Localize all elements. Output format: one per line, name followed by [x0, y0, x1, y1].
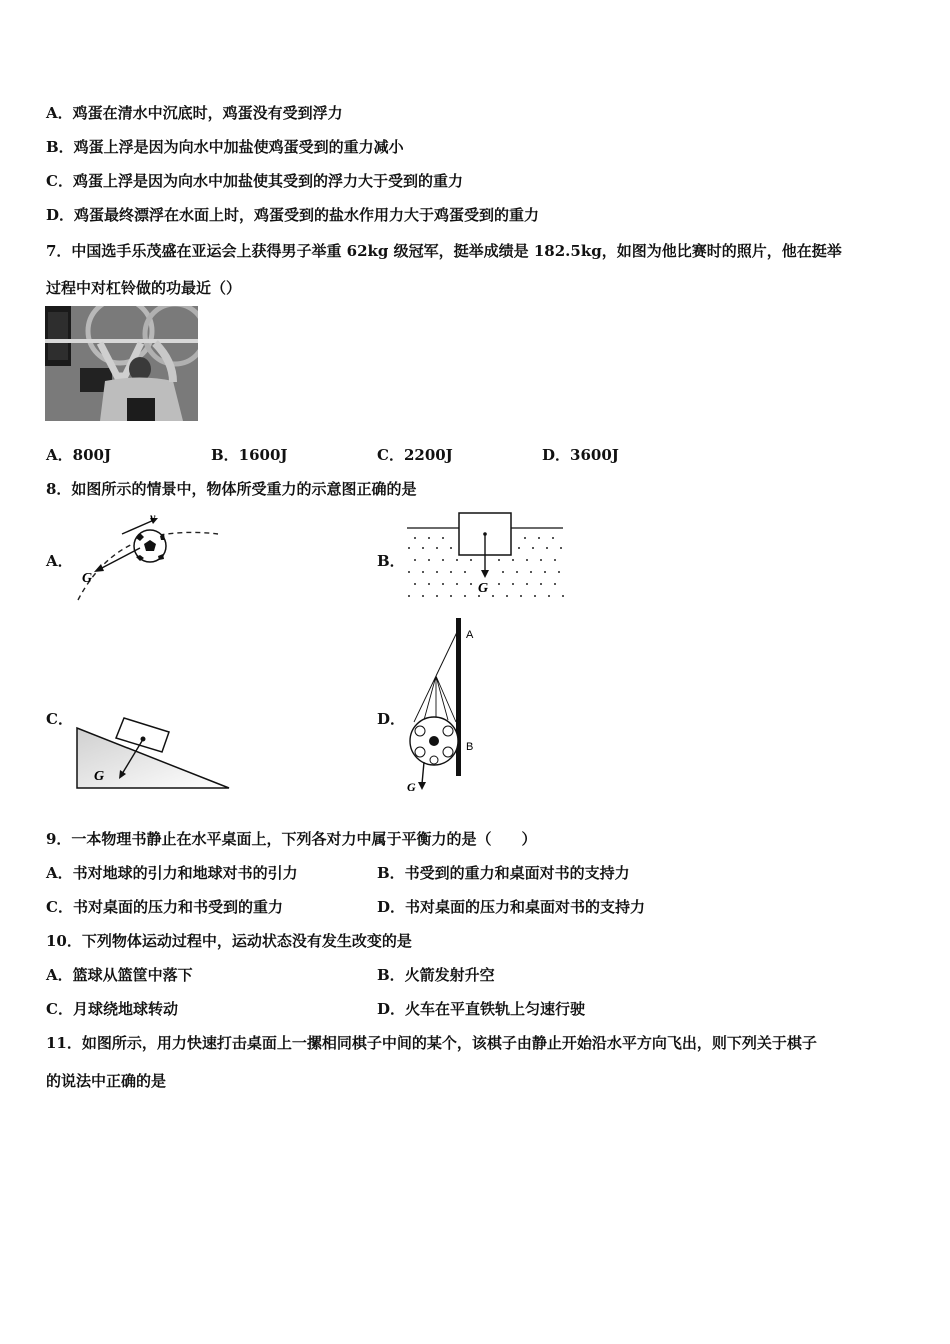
q10-option-c: C．月球绕地球转动 — [46, 1000, 178, 1018]
q11-stem-line1: 11．如图所示，用力快速打击桌面上一摞相同棋子中间的某个，该棋子由静止开始沿水平方向飞出，则下列关于棋子 — [46, 1034, 817, 1052]
q7-option-d: D．3600J — [542, 446, 619, 464]
q8-figure-a-soccer-ball — [70, 508, 220, 604]
q8-stem: 8．如图所示的情景中，物体所受重力的示意图正确的是 — [46, 480, 417, 498]
q10-option-d: D．火车在平直铁轨上匀速行驶 — [377, 1000, 586, 1018]
q7-option-c: C．2200J — [377, 446, 453, 464]
q7-stem-line2: 过程中对杠铃做的功最近（） — [46, 279, 242, 297]
q8-label-a: A． — [46, 552, 73, 570]
q8-label-c: C． — [46, 710, 73, 728]
q10-option-b: B．火箭发射升空 — [377, 966, 495, 984]
gravity-label-b: G — [478, 581, 489, 596]
gravity-label-d: G — [407, 780, 416, 794]
weightlifter-photo — [45, 306, 198, 421]
gravity-label-c: G — [94, 769, 105, 784]
ball-in-net-icon — [410, 717, 458, 765]
q6-option-b: B．鸡蛋上浮是因为向水中加盐使鸡蛋受到的重力减小 — [46, 138, 404, 156]
q6-option-a: A．鸡蛋在清水中沉底时，鸡蛋没有受到浮力 — [46, 104, 343, 122]
q9-option-b: B．书受到的重力和桌面对书的支持力 — [377, 864, 630, 882]
gravity-label-a: G — [82, 571, 93, 586]
q8-label-d: D． — [377, 710, 406, 728]
velocity-label: v — [150, 510, 156, 524]
q10-stem: 10．下列物体运动过程中，运动状态没有发生改变的是 — [46, 932, 412, 950]
q8-figure-d-hanging-ball — [400, 616, 490, 796]
q7-stem-line1: 7．中国选手乐茂盛在亚运会上获得男子举重 62kg 级冠军，挺举成绩是 182.5kg，如图为他比赛时的照片，他在挺举 — [46, 242, 842, 260]
q8-figure-b-floating-block — [405, 510, 565, 604]
soccer-ball-icon — [134, 530, 166, 562]
q7-option-a: A．800J — [46, 446, 112, 464]
q11-stem-line2: 的说法中正确的是 — [46, 1072, 167, 1090]
q6-option-d: D．鸡蛋最终漂浮在水面上时，鸡蛋受到的盐水作用力大于鸡蛋受到的重力 — [46, 206, 540, 224]
point-a-label: A — [466, 629, 474, 641]
q6-option-c: C．鸡蛋上浮是因为向水中加盐使其受到的浮力大于受到的重力 — [46, 172, 463, 190]
q9-stem: 9．一本物理书静止在水平桌面上，下列各对力中属于平衡力的是（ ） — [46, 830, 537, 848]
q9-option-a: A．书对地球的引力和地球对书的引力 — [46, 864, 298, 882]
point-b-label: B — [466, 741, 474, 753]
q8-figure-c-incline-block — [74, 712, 234, 792]
q9-option-d: D．书对桌面的压力和桌面对书的支持力 — [377, 898, 646, 916]
q9-option-c: C．书对桌面的压力和书受到的重力 — [46, 898, 283, 916]
q10-option-a: A．篮球从篮筐中落下 — [46, 966, 193, 984]
q7-option-b: B．1600J — [211, 446, 288, 464]
q8-label-b: B． — [377, 552, 405, 570]
